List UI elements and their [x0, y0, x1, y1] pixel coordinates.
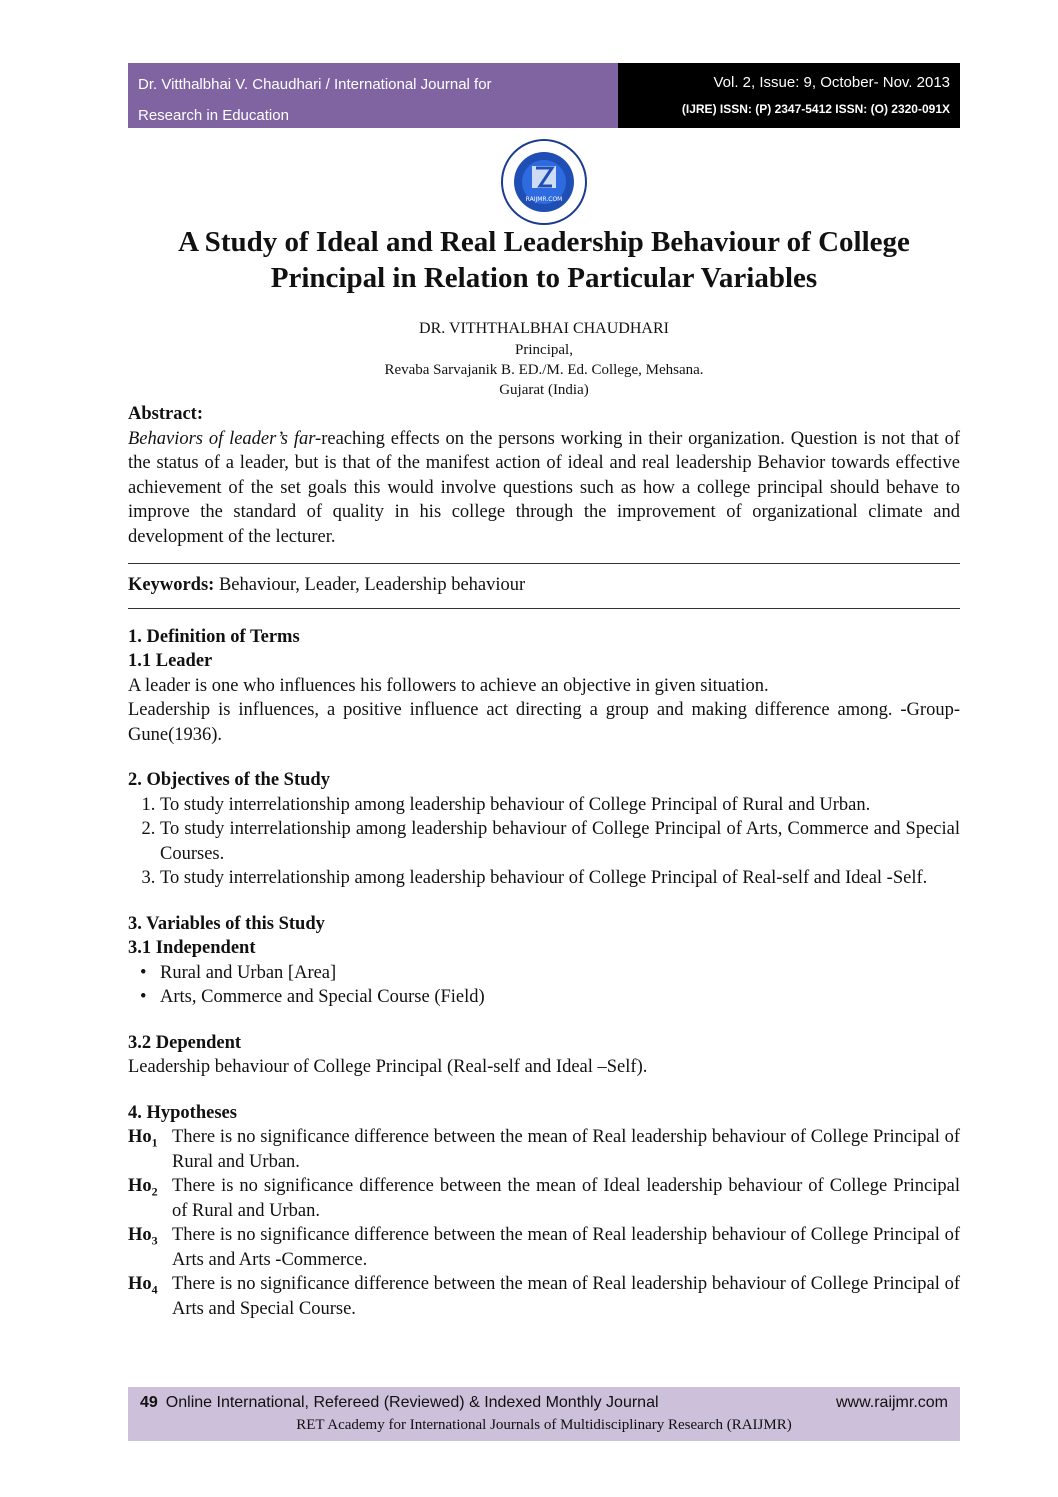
list-item: 2. To study interrelationship among leadership behaviour of College Principal of Arts, Commerce and Special Courses. — [160, 817, 960, 866]
abstract-heading: Abstract: — [128, 404, 204, 424]
paper-body — [128, 402, 960, 1321]
list-item: 3. To study interrelationship among leadership behaviour of College Principal of Real-self and Ideal -Self. — [160, 866, 960, 891]
section-3-heading: 3. Variables of this Study — [128, 913, 325, 934]
header-journal-subject: Research in Education — [138, 107, 289, 124]
journal-header — [128, 63, 960, 128]
section-1-1-heading: 1.1 Leader — [128, 651, 213, 671]
author-name: DR. VITHTHALBHAI CHAUDHARI — [419, 320, 669, 337]
header-right-band — [618, 63, 960, 128]
objectives-list — [128, 793, 960, 891]
dependent-variable: Leadership behaviour of College Principal (Real-self and Ideal –Self). — [128, 1057, 648, 1077]
raijmr-logo — [492, 138, 596, 226]
section-3-2-heading: 3.2 Dependent — [128, 1032, 242, 1053]
section-1-heading: 1. Definition of Terms — [128, 626, 300, 647]
abstract-text: Behaviors of leader’s far-reaching effects on the persons working in their organization. Question is not that of the status of a leader, but is that of the manifest action of ideal and real leadership Behavior towards effective achievement of the set goals this would involve questions such as how a college principal should behave to improve the standard of quality in his college through the improvement of organizational climate and development of the lecturer. — [128, 428, 960, 547]
keywords: Keywords: Behaviour, Leader, Leadership behaviour — [128, 575, 526, 595]
list-item: 1. To study interrelationship among leadership behaviour of College Principal of Rural and Urban. — [160, 793, 960, 818]
footer-journal-type: Online International, Refereed (Reviewed) & Indexed Monthly Journal — [165, 1394, 659, 1411]
author-institution: Revaba Sarvajanik B. ED./M. Ed. College, Mehsana. — [384, 362, 704, 378]
footer-url[interactable]: www.raijmr.com — [835, 1394, 948, 1411]
section-2-heading: 2. Objectives of the Study — [128, 770, 330, 790]
independent-variables-list — [128, 961, 960, 1010]
header-issn: (IJRE) ISSN: (P) 2347-5412 ISSN: (O) 2320-091X — [681, 102, 950, 116]
svg-text:RAIJMR.COM: RAIJMR.COM — [525, 196, 563, 203]
footer-publisher: RET Academy for International Journals of Multidisciplinary Research (RAIJMR) — [296, 1417, 792, 1433]
header-author-journal: Dr. Vitthalbhai V. Chaudhari / International Journal for — [138, 76, 492, 93]
header-left-band — [128, 63, 618, 128]
author-role: Principal, — [515, 342, 573, 358]
header-volume-issue: Vol. 2, Issue: 9, October- Nov. 2013 — [713, 74, 950, 91]
hypothesis-2: $Ho_2$ There is no significance difference between the mean of Ideal leadership behaviour of College Principal of Rural and Urban. — [128, 1176, 960, 1221]
section-3-1-heading: 3.1 Independent — [128, 938, 256, 958]
hypothesis-1: $Ho_1$ There is no significance difference between the mean of Real leadership behaviour of College Principal of Rural and Urban. — [128, 1127, 960, 1172]
hypothesis-3: $Ho_3$ There is no significance difference between the mean of Real leadership behaviour of College Principal of Arts and Arts -Commerce. — [128, 1225, 960, 1270]
journal-footer — [128, 1387, 960, 1441]
list-item: • Rural and Urban [Area] — [140, 962, 337, 983]
section-4-heading: 4. Hypotheses — [128, 1102, 237, 1123]
author-block — [128, 318, 960, 400]
leader-definition: A leader is one who influences his followers to achieve an objective in given situation. — [128, 675, 769, 696]
page-number: 49 — [140, 1394, 158, 1411]
list-item: • Arts, Commerce and Special Course (Field) — [140, 987, 485, 1007]
leadership-definition: Leadership is influences, a positive influence act directing a group and making difference among. -Group-Gune(1936). — [128, 700, 960, 745]
hypothesis-4: $Ho_4$ There is no significance difference between the mean of Real leadership behaviour of College Principal of Arts and Special Course. — [128, 1274, 960, 1319]
author-location: Gujarat (India) — [499, 382, 589, 398]
paper-title: A Study of Ideal and Real Leadership Behaviour of College Principal in Relation to Particular Variables — [178, 226, 910, 294]
